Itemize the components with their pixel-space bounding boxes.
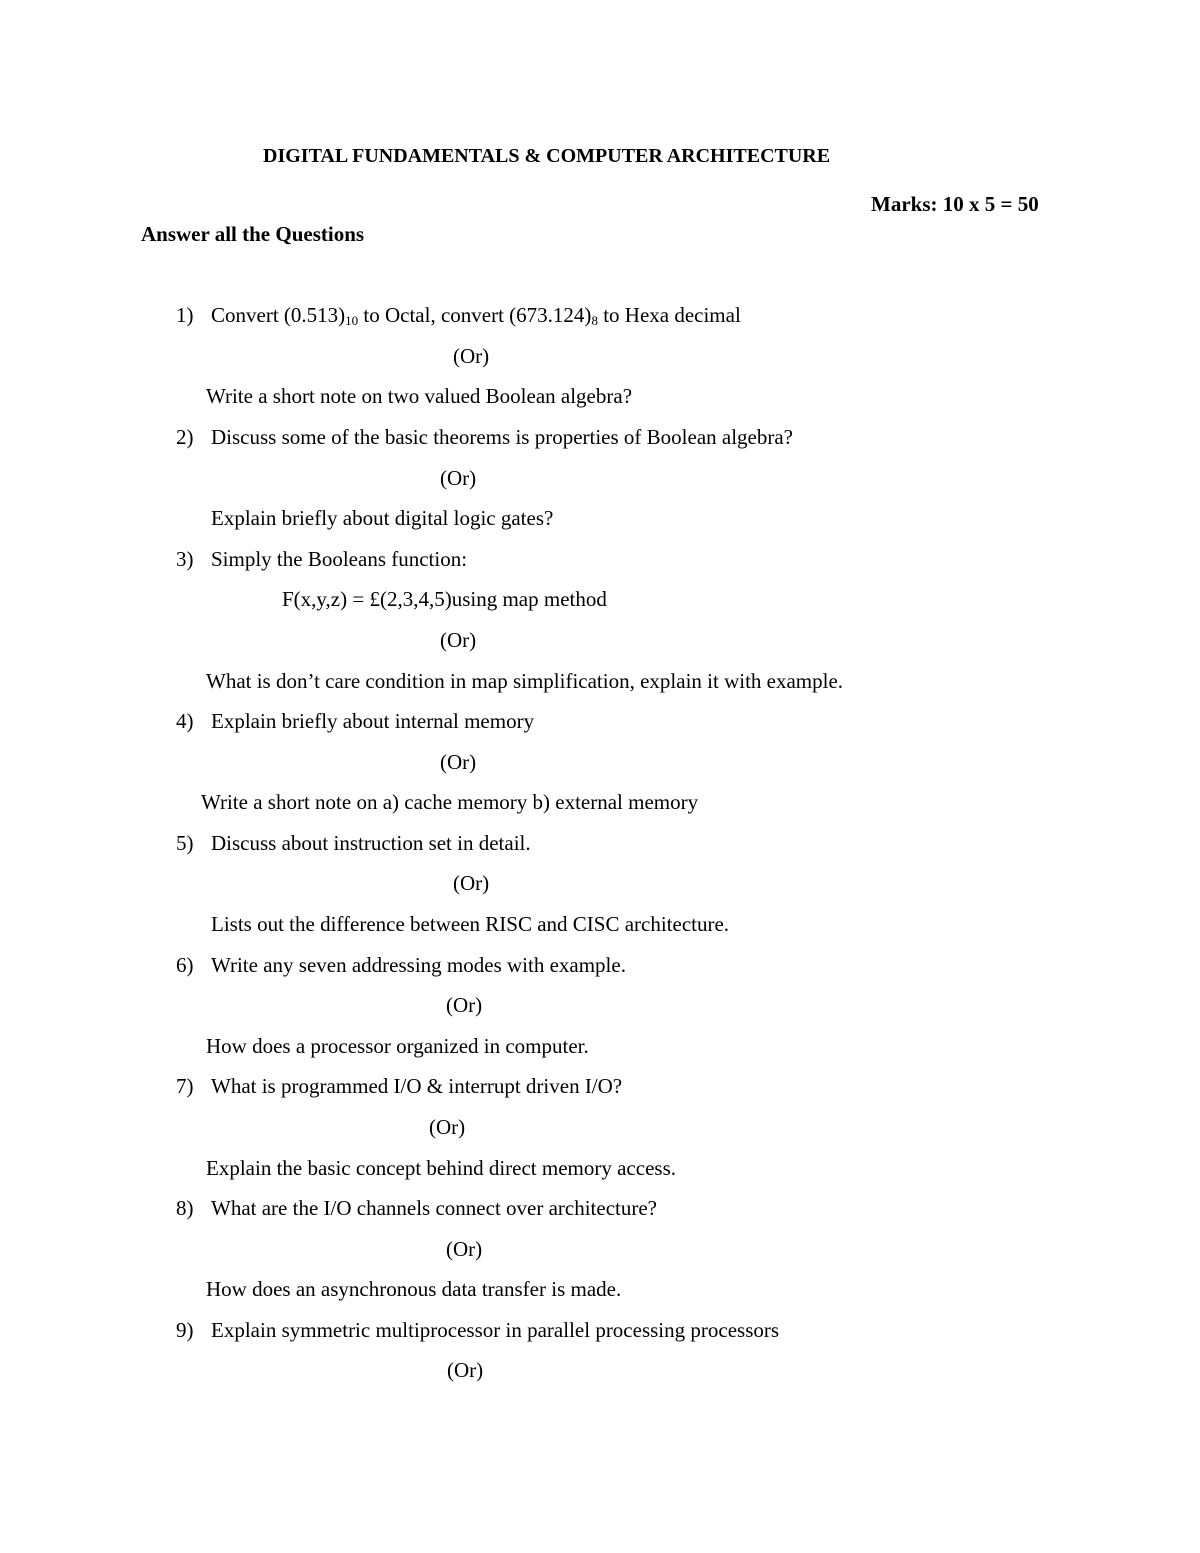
or-label-4: (Or) — [440, 750, 477, 774]
or-label-2: (Or) — [440, 466, 477, 490]
question-3-text: Simply the Booleans function: — [211, 547, 468, 571]
instruction: Answer all the Questions — [141, 222, 365, 246]
question-9-number: 9) — [176, 1318, 194, 1342]
question-2-text: Discuss some of the basic theorems is properties of Boolean algebra? — [211, 425, 794, 449]
question-4-number: 4) — [176, 709, 194, 733]
question-4-text: Explain briefly about internal memory — [211, 709, 535, 733]
or-label-5: (Or) — [453, 871, 490, 895]
question-1-text: Convert $(0.513)_{10}$ to Octal, convert $(673.124)_8$ to Hexa decimal — [211, 303, 741, 328]
question-5-alt: Lists out the difference between RISC and CISC architecture. — [211, 912, 730, 936]
question-8-text: What are the I/O channels connect over architecture? — [211, 1196, 658, 1220]
question-7-number: 7) — [176, 1074, 194, 1098]
or-label-6: (Or) — [446, 993, 483, 1017]
or-label-1: (Or) — [453, 344, 490, 368]
question-6-number: 6) — [176, 953, 194, 977]
question-3-formula: F(x,y,z) = £(2,3,4,5)using map method — [282, 587, 607, 611]
marks-label: Marks: 10 x 5 = 50 — [871, 192, 1039, 216]
or-label-7: (Or) — [429, 1115, 466, 1139]
question-5-text: Discuss about instruction set in detail. — [211, 831, 531, 855]
or-label-3: (Or) — [440, 628, 477, 652]
page-title: DIGITAL FUNDAMENTALS & COMPUTER ARCHITECTURE — [263, 145, 831, 167]
question-2-number: 2) — [176, 425, 194, 449]
question-7-alt: Explain the basic concept behind direct memory access. — [206, 1156, 676, 1180]
question-5-number: 5) — [176, 831, 194, 855]
question-2-alt: Explain briefly about digital logic gates? — [211, 506, 554, 530]
question-8-alt: How does an asynchronous data transfer is made. — [206, 1277, 622, 1301]
or-label-9: (Or) — [447, 1358, 484, 1382]
question-7-text: What is programmed I/O & interrupt driven I/O? — [211, 1074, 623, 1098]
question-3-number: 3) — [176, 547, 194, 571]
question-4-alt: Write a short note on a) cache memory b) external memory — [201, 790, 699, 814]
question-9-text: Explain symmetric multiprocessor in parallel processing processors — [211, 1318, 780, 1342]
question-6-alt: How does a processor organized in computer. — [206, 1034, 589, 1058]
or-label-8: (Or) — [446, 1237, 483, 1261]
question-1-number: 1) — [176, 303, 194, 327]
question-3-alt: What is don’t care condition in map simplification, explain it with example. — [206, 669, 844, 693]
question-8-number: 8) — [176, 1196, 194, 1220]
question-1-alt: Write a short note on two valued Boolean algebra? — [206, 384, 633, 408]
question-6-text: Write any seven addressing modes with example. — [211, 953, 626, 977]
